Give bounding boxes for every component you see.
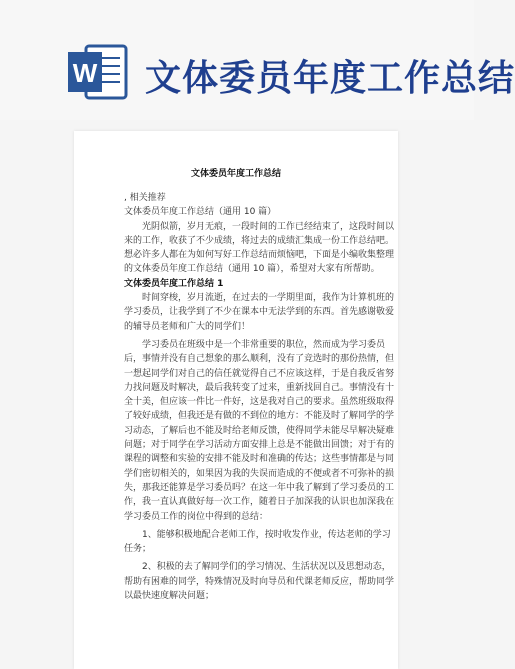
paragraph-2: 学习委员在班级中是一个非常重要的职位，然而成为学习委员后，事情并没有自己想象的那么顺利，没有了竞选时的那份热情，但一想起同学们对自己的信任就觉得自己不应该这样，于是自我反省努力找问题及时解决，最后我转变了过来，重新找回自己。事情没有十全十美，但应该一件比一件好，这是我对自己的要求。虽然班级取得了较好成绩，但我还是有做的不到位的地方：不能及时了解同学的学习动态，了解后也不能及时给老师反馈，使得同学未能尽早解决疑难问题；对于同学在学习活动方面安排上总是不能做出回馈；对于有的课程的调整和实验的安排不能及时和准确的传达；这些事情都是与同学们密切相关的，如果因为我的失误而造成的不便或者不可弥补的损失，那我还能算是学习委员吗？在这一年中我了解到了学习委员的工作，我一直认真做好每一次工作，随着日子加深我的认识也加深我在学习委员工作的岗位中得到的总结：: [124, 339, 395, 522]
list-item-2: 2、积极的去了解同学们的学习情况、生活状况以及思想动态，帮助有困难的同学，特殊情况及时向导员和代课老师反应，帮助同学以最快速度解决问题；: [124, 562, 395, 602]
section-heading: 文体委员年度工作总结 1: [124, 278, 224, 289]
paragraph-1: 时间穿梭，岁月流逝，在过去的一学期里面，我作为计算机班的学习委员，让我学到了不少在课本中无法学到的东西。首先感谢敬爱的辅导员老师和广大的同学们！: [124, 293, 395, 332]
document-title: 文体委员年度工作总结: [190, 169, 281, 179]
document-body: [124, 191, 396, 603]
related-item-link[interactable]: 文体委员年度工作总结（通用 10 篇）: [124, 207, 277, 218]
related-label: , 相关推荐: [124, 193, 166, 203]
banner-title: 文体委员年度工作总结: [145, 58, 515, 99]
word-icon-letter: W: [72, 58, 98, 88]
list-item-1: 1、能够积极地配合老师工作，按时收发作业，传达老师的学习任务；: [124, 529, 391, 555]
word-document-icon: [68, 44, 128, 100]
banner: [0, 0, 515, 120]
intro-paragraph: 光阴似箭，岁月无痕，一段时间的工作已经结束了，这段时间以来的工作，收获了不少成绩，将过去的成绩汇集成一份工作总结吧。想必许多人都在为如何写好工作总结而烦恼吧，下面是小编收集整理的文体委员年度工作总结（通用 10 篇），希望对大家有所帮助。: [124, 221, 395, 275]
